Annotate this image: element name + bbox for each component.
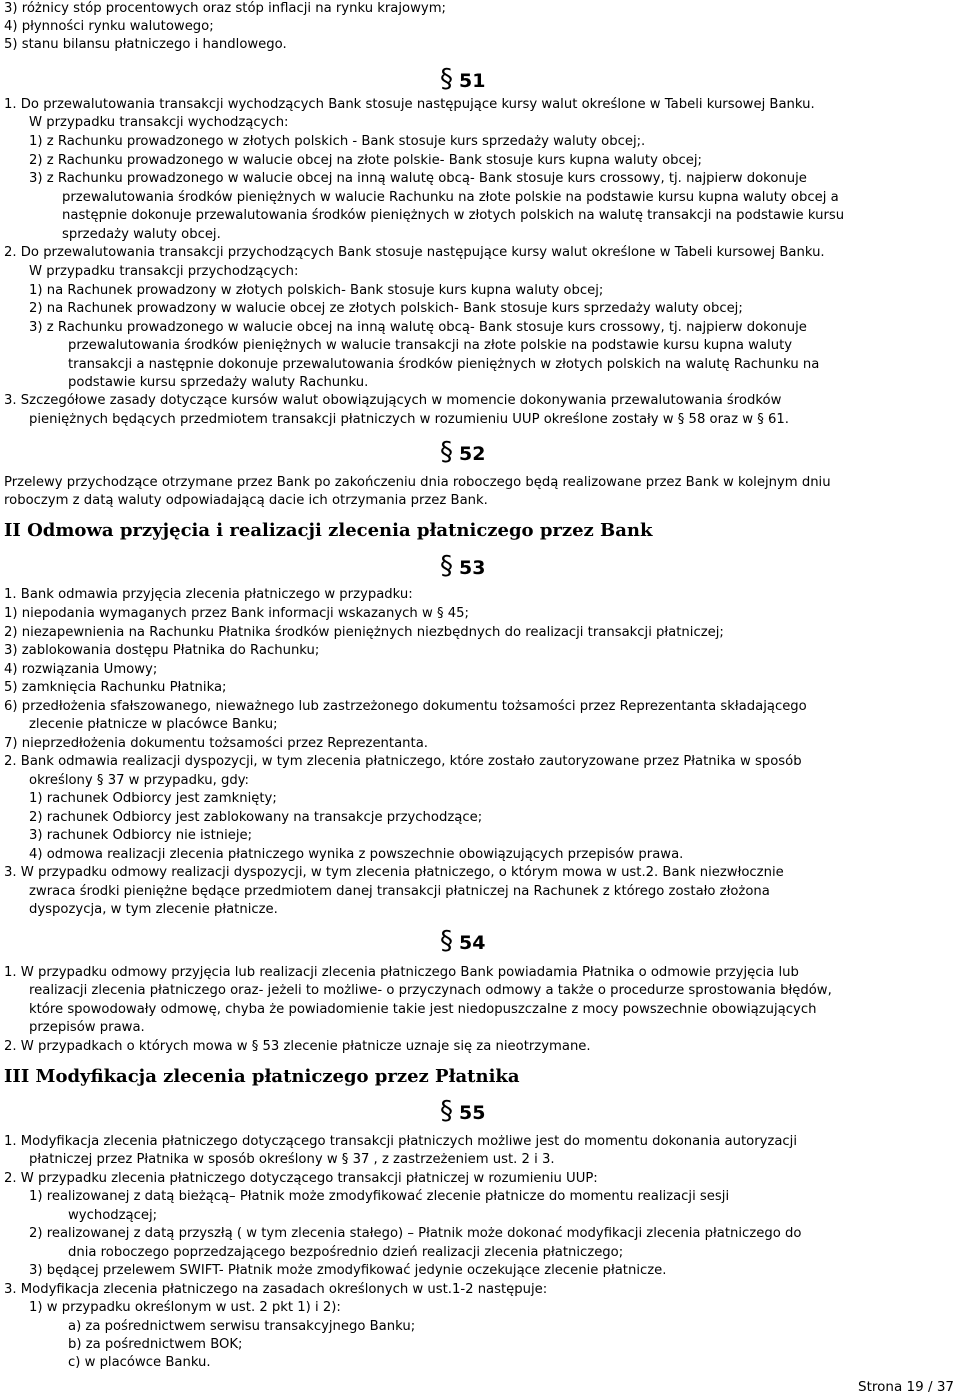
text-line: roboczym z datą waluty odpowiadającą dacie ich otrzymania przez Bank. bbox=[4, 493, 488, 508]
text-line: 2. Bank odmawia realizacji dyspozycji, w tym zlecenia płatniczego, które zostało zautoryzowane przez Płatnika w sposób bbox=[4, 754, 802, 769]
text-line: W przypadku transakcji wychodzących: bbox=[29, 115, 289, 130]
text-line: 2. Do przewalutowania transakcji przychodzących Bank stosuje następujące kursy walut określone w Tabeli kursowej Banku. bbox=[4, 245, 825, 260]
text-line: 3. W przypadku odmowy realizacji dyspozycji, w tym zlecenia płatniczego, o którym mowa w ust.2. Bank niezwłocznie bbox=[4, 865, 784, 880]
chapter-heading-iii: III Modyfikacja zlecenia płatniczego przez Płatnika bbox=[4, 1066, 520, 1087]
text-line: 1) w przypadku określonym w ust. 2 pkt 1) i 2): bbox=[29, 1300, 341, 1315]
section-number: 53 bbox=[459, 557, 486, 579]
text-line: przewalutowania środków pieniężnych w walucie Rachunku na złote polskie na podstawie kursu kupna waluty obcej a bbox=[62, 190, 839, 205]
text-line: 2) z Rachunku prowadzonego w walucie obcej na złote polskie- Bank stosuje kurs kupna waluty obcej; bbox=[29, 153, 702, 168]
text-line: 3) różnicy stóp procentowych oraz stóp inflacji na rynku krajowym; bbox=[4, 1, 446, 16]
text-line: 2) na Rachunek prowadzony w walucie obcej ze złotych polskich- Bank stosuje kurs sprzedaży waluty obcej; bbox=[29, 301, 743, 316]
section-sign: § bbox=[440, 926, 453, 956]
section-number: 55 bbox=[459, 1102, 486, 1124]
section-52 bbox=[440, 437, 486, 467]
text-line: 1. Do przewalutowania transakcji wychodzących Bank stosuje następujące kursy walut określone w Tabeli kursowej Banku. bbox=[4, 97, 815, 112]
text-line: podstawie kursu sprzedaży waluty Rachunku. bbox=[68, 375, 369, 390]
text-line: dyspozycja, w tym zlecenie płatnicze. bbox=[29, 902, 278, 917]
section-number: 54 bbox=[459, 932, 486, 954]
text-line: 1) niepodania wymaganych przez Bank informacji wskazanych w § 45; bbox=[4, 606, 469, 621]
text-line: 4) odmowa realizacji zlecenia płatniczego wynika z powszechnie obowiązujących przepisów prawa. bbox=[29, 847, 684, 862]
text-line: wychodzącej; bbox=[68, 1208, 158, 1223]
text-line: 7) nieprzedłożenia dokumentu tożsamości przez Reprezentanta. bbox=[4, 736, 428, 751]
section-sign: § bbox=[440, 551, 453, 581]
text-line: 2. W przypadku zlecenia płatniczego dotyczącego transakcji płatniczej w rozumieniu UUP: bbox=[4, 1171, 598, 1186]
text-line: a) za pośrednictwem serwisu transakcyjnego Banku; bbox=[68, 1319, 416, 1334]
text-line: zlecenie płatnicze w placówce Banku; bbox=[29, 717, 278, 732]
section-54 bbox=[440, 926, 486, 956]
chapter-heading-ii: II Odmowa przyjęcia i realizacji zlecenia płatniczego przez Bank bbox=[4, 520, 653, 541]
section-number: 52 bbox=[459, 443, 486, 465]
text-line: 1) na Rachunek prowadzony w złotych polskich- Bank stosuje kurs kupna waluty obcej; bbox=[29, 283, 604, 298]
text-line: 1) z Rachunku prowadzonego w złotych polskich - Bank stosuje kurs sprzedaży waluty obcej;. bbox=[29, 134, 646, 149]
text-line: 1. W przypadku odmowy przyjęcia lub realizacji zlecenia płatniczego Bank powiadamia Płatnika o odmowie przyjęcia lub bbox=[4, 965, 799, 980]
text-line: które spowodowały odmowę, chyba że powiadomienie takie jest niedopuszczalne z mocy powszechnie obowiązujących bbox=[29, 1002, 817, 1017]
text-line: 3) rachunek Odbiorcy nie istnieje; bbox=[29, 828, 253, 843]
text-line: przewalutowania środków pieniężnych w walucie transakcji na złote polskie na podstawie kursu kupna waluty bbox=[68, 338, 793, 353]
text-line: 6) przedłożenia sfałszowanego, nieważnego lub zastrzeżonego dokumentu tożsamości przez Reprezentanta składającego bbox=[4, 699, 807, 714]
text-line: sprzedaży waluty obcej. bbox=[62, 227, 221, 242]
section-sign: § bbox=[440, 64, 453, 94]
text-line: 3. Szczegółowe zasady dotyczące kursów walut obowiązujących w momencie dokonywania przewalutowania środków bbox=[4, 393, 782, 408]
text-line: pieniężnych będących przedmiotem transakcji płatniczych w rozumieniu UUP określone zostały w § 58 oraz w § 61. bbox=[29, 412, 789, 427]
text-line: W przypadku transakcji przychodzących: bbox=[29, 264, 299, 279]
text-line: 1) realizowanej z datą bieżącą– Płatnik może zmodyfikować zlecenie płatnicze do momentu realizacji sesji bbox=[29, 1189, 730, 1204]
text-line: 5) stanu bilansu płatniczego i handlowego. bbox=[4, 37, 287, 52]
text-line: b) za pośrednictwem BOK; bbox=[68, 1337, 243, 1352]
text-line: realizacji zlecenia płatniczego oraz- jeżeli to możliwe- o przyczynach odmowy a także o procedurze sprostowania błędów, bbox=[29, 983, 832, 998]
text-line: 1. Bank odmawia przyjęcia zlecenia płatniczego w przypadku: bbox=[4, 587, 413, 602]
section-sign: § bbox=[440, 437, 453, 467]
text-line: 2) rachunek Odbiorcy jest zablokowany na transakcje przychodzące; bbox=[29, 810, 483, 825]
text-line: następnie dokonuje przewalutowania środków pieniężnych w złotych polskich na walutę transakcji na podstawie kursu bbox=[62, 208, 845, 223]
text-line: 3) będącej przelewem SWIFT- Płatnik może zmodyfikować jedynie oczekujące zlecenie płatnicze. bbox=[29, 1263, 667, 1278]
text-line: określony § 37 w przypadku, gdy: bbox=[29, 773, 249, 788]
text-line: 1) rachunek Odbiorcy jest zamknięty; bbox=[29, 791, 277, 806]
section-55 bbox=[440, 1096, 486, 1126]
section-53 bbox=[440, 551, 486, 581]
text-line: 3) z Rachunku prowadzonego w walucie obcej na inną walutę obcą- Bank stosuje kurs crossowy, tj. najpierw dokonuje bbox=[29, 171, 807, 186]
text-line: płatniczej przez Płatnika w sposób określony w § 37 , z zastrzeżeniem ust. 2 i 3. bbox=[29, 1152, 555, 1167]
text-line: zwraca środki pieniężne będące przedmiotem danej transakcji płatniczej na Rachunek z którego zostało złożona bbox=[29, 884, 770, 899]
section-number: 51 bbox=[459, 70, 486, 92]
page-number: Strona 19 / 37 bbox=[858, 1379, 954, 1395]
text-line: 2) realizowanej z datą przyszłą ( w tym zlecenia stałego) – Płatnik może dokonać modyfikacji zlecenia płatniczego do bbox=[29, 1226, 802, 1241]
text-line: 3) z Rachunku prowadzonego w walucie obcej na inną walutę obcą- Bank stosuje kurs crossowy, tj. najpierw dokonuje bbox=[29, 320, 807, 335]
text-line: 3) zablokowania dostępu Płatnika do Rachunku; bbox=[4, 643, 320, 658]
text-line: 2. W przypadkach o których mowa w § 53 zlecenie płatnicze uznaje się za nieotrzymane. bbox=[4, 1039, 591, 1054]
text-line: 1. Modyfikacja zlecenia płatniczego dotyczącego transakcji płatniczych możliwe jest do momentu dokonania autoryzacji bbox=[4, 1134, 798, 1149]
text-line: c) w placówce Banku. bbox=[68, 1355, 211, 1370]
text-line: transakcji a następnie dokonuje przewalutowania środków pieniężnych w złotych polskich na walutę Rachunku na bbox=[68, 357, 820, 372]
text-line: 3. Modyfikacja zlecenia płatniczego na zasadach określonych w ust.1-2 następuje: bbox=[4, 1282, 548, 1297]
text-line: 4) płynności rynku walutowego; bbox=[4, 19, 214, 34]
section-51 bbox=[440, 64, 486, 94]
text-line: przepisów prawa. bbox=[29, 1020, 145, 1035]
text-line: 2) niezapewnienia na Rachunku Płatnika środków pieniężnych niezbędnych do realizacji transakcji płatniczej; bbox=[4, 625, 724, 640]
text-line: dnia roboczego poprzedzającego bezpośrednio dzień realizacji zlecenia płatniczego; bbox=[68, 1245, 624, 1260]
text-line: 4) rozwiązania Umowy; bbox=[4, 662, 158, 677]
text-line: Przelewy przychodzące otrzymane przez Bank po zakończeniu dnia roboczego będą realizowane przez Bank w kolejnym dniu bbox=[4, 475, 831, 490]
text-line: 5) zamknięcia Rachunku Płatnika; bbox=[4, 680, 227, 695]
section-sign: § bbox=[440, 1096, 453, 1126]
